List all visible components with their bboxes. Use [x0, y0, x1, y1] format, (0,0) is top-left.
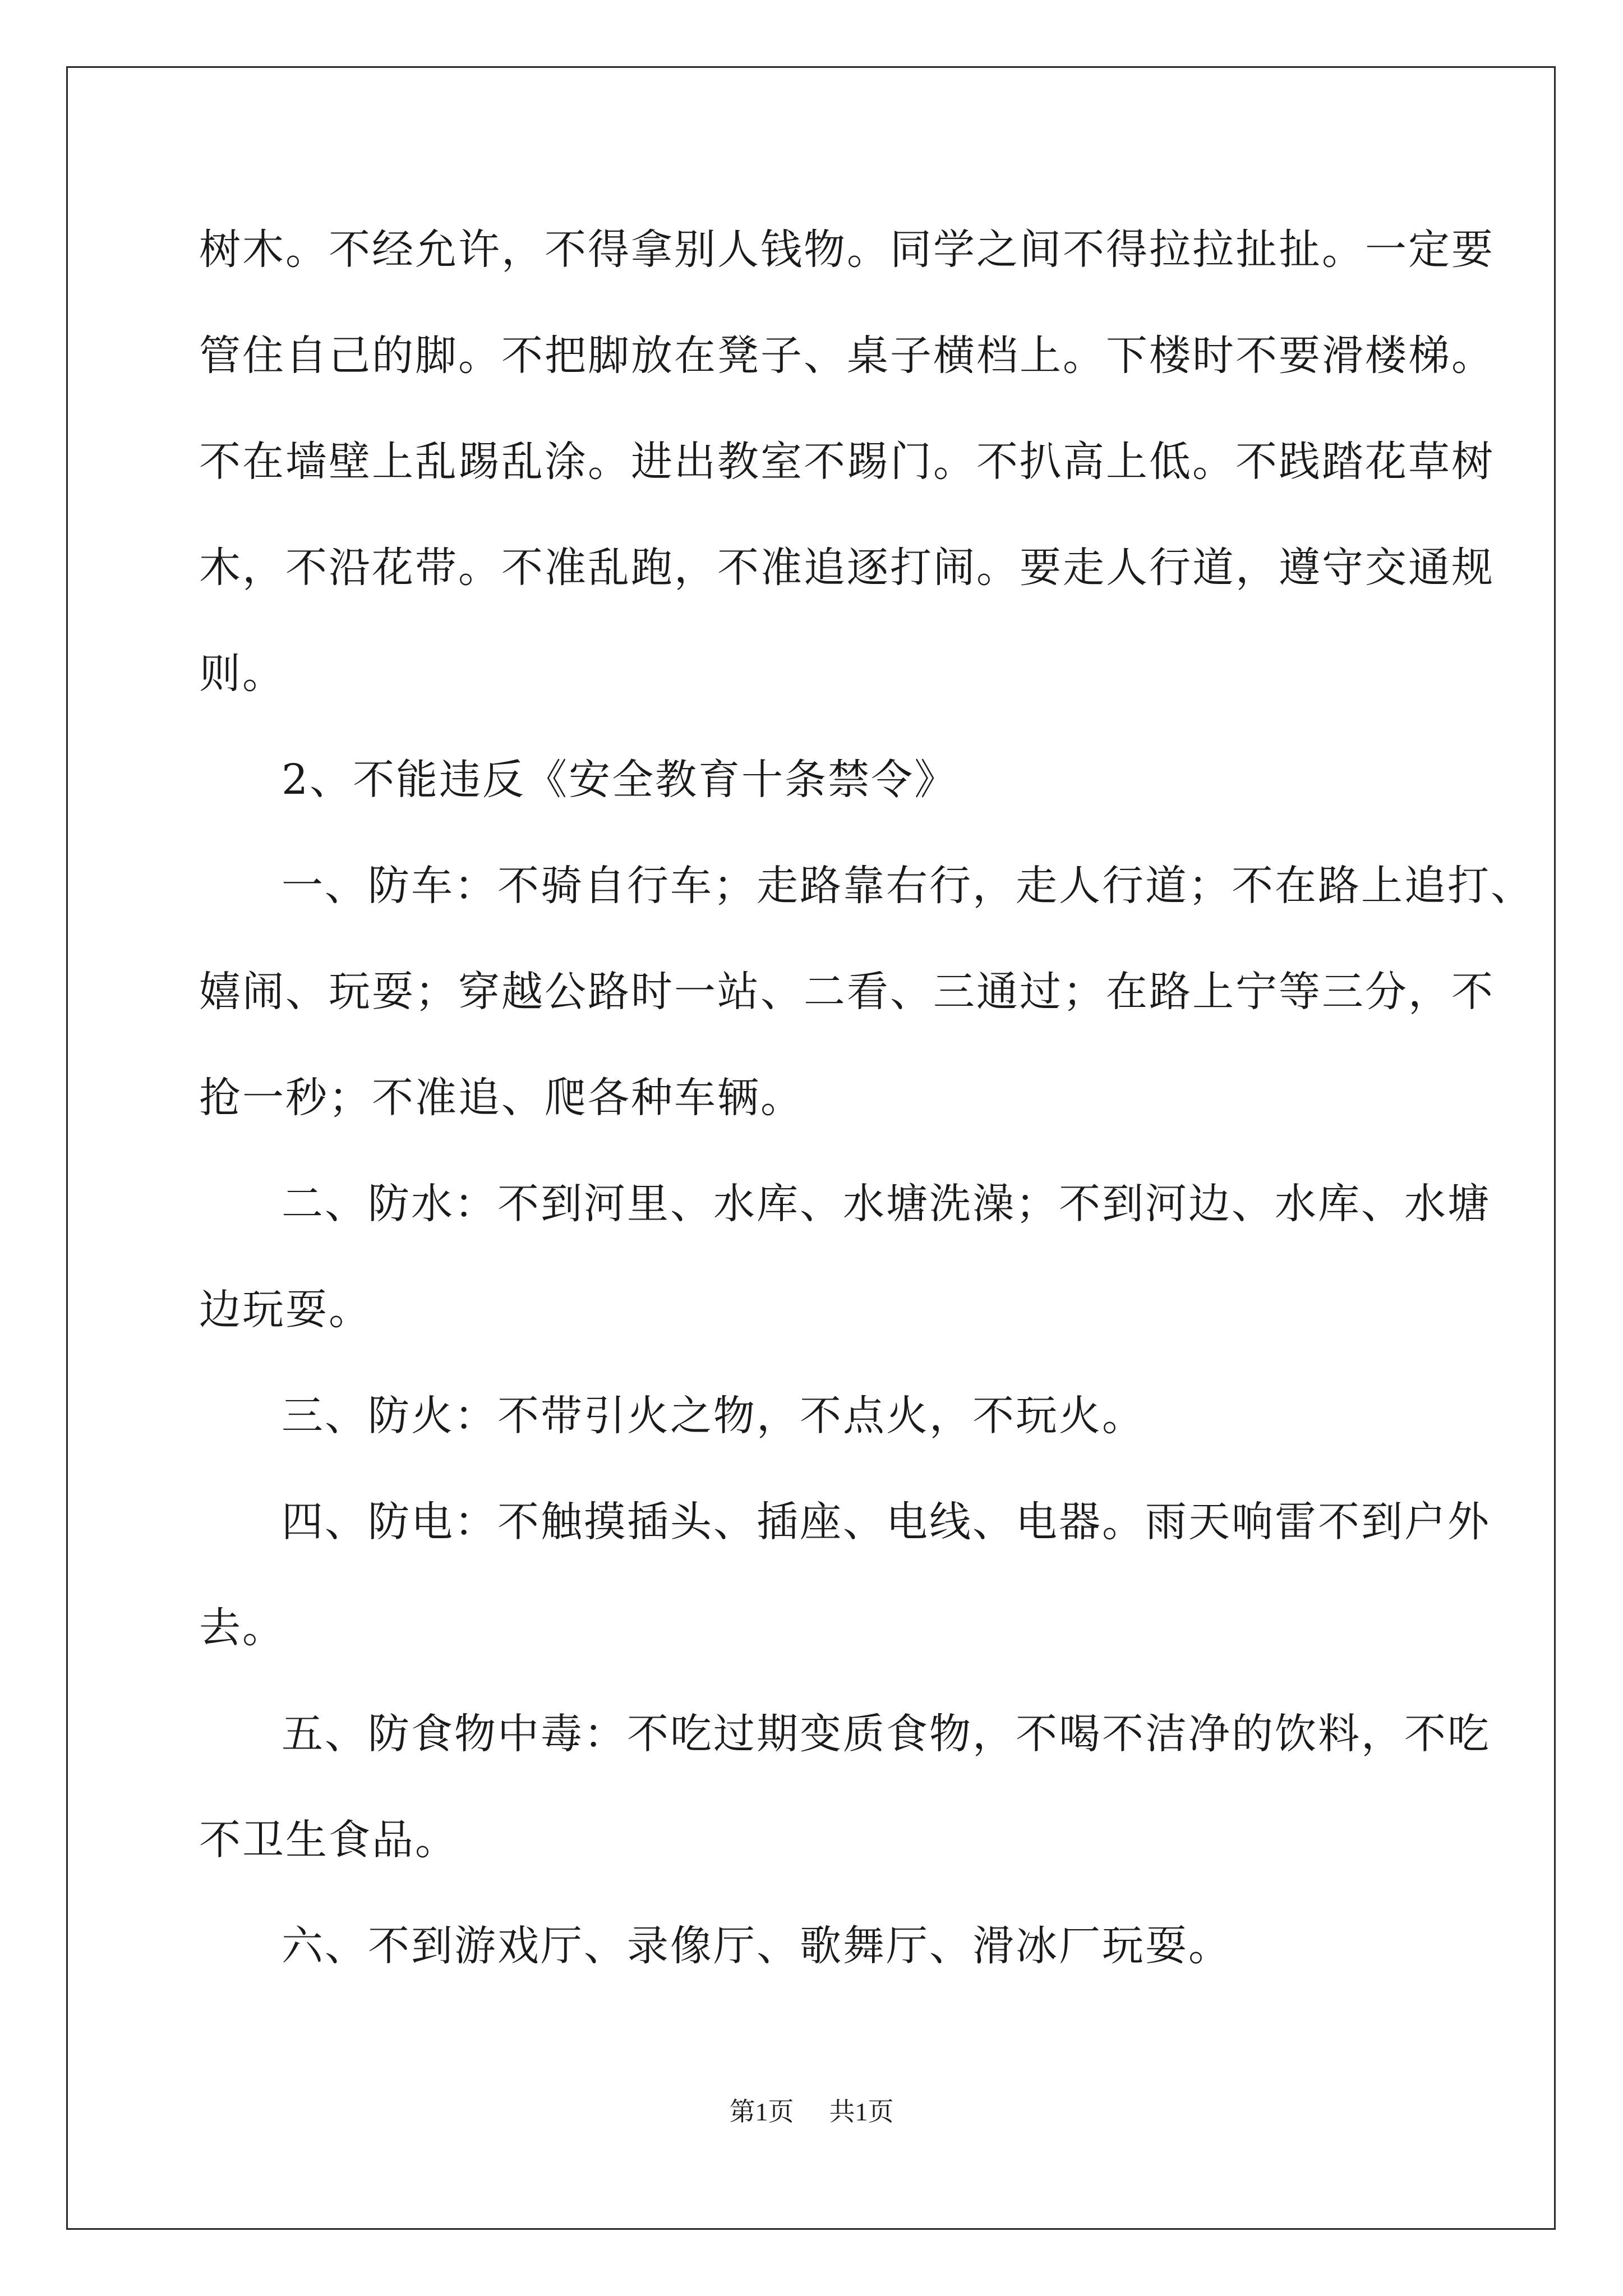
text-line: 树木。不经允许，不得拿别人钱物。同学之间不得拉拉扯扯。一定要 — [199, 226, 1495, 274]
page-number-total: 共1页 — [829, 2097, 894, 2126]
page-footer — [0, 2091, 1623, 2128]
text-line: 抢一秒；不准追、爬各种车辆。 — [199, 1074, 804, 1122]
text-line: 去。 — [199, 1604, 285, 1652]
text-line: 六、不到游戏厅、录像厅、歌舞厅、滑冰厂玩耍。 — [282, 1922, 1232, 1970]
text-line: 不卫生食品。 — [199, 1816, 458, 1864]
text-line: 三、防火：不带引火之物，不点火，不玩火。 — [282, 1392, 1145, 1440]
document-body — [199, 205, 1534, 2007]
text-line: 二、防水：不到河里、水库、水塘洗澡；不到河边、水库、水塘 — [282, 1180, 1491, 1228]
text-line: 则。 — [199, 650, 285, 698]
text-line: 嬉闹、玩耍；穿越公路时一站、二看、三通过；在路上宁等三分，不 — [199, 968, 1495, 1016]
section-heading: 2、不能违反《安全教育十条禁令》 — [282, 756, 958, 804]
text-line: 四、防电：不触摸插头、插座、电线、电器。雨天响雷不到户外 — [282, 1498, 1491, 1546]
text-line: 边玩耍。 — [199, 1286, 372, 1334]
text-line: 五、防食物中毒：不吃过期变质食物，不喝不洁净的饮料，不吃 — [282, 1710, 1491, 1758]
text-line: 不在墙壁上乱踢乱涂。进出教室不踢门。不扒高上低。不践踏花草树 — [199, 438, 1495, 486]
text-line: 一、防车：不骑自行车；走路靠右行，走人行道；不在路上追打、 — [282, 862, 1534, 910]
text-line: 木，不沿花带。不准乱跑，不准追逐打闹。要走人行道，遵守交通规 — [199, 544, 1495, 592]
page-number-current: 第1页 — [729, 2097, 794, 2126]
text-line: 管住自己的脚。不把脚放在凳子、桌子横档上。下楼时不要滑楼梯。 — [199, 332, 1495, 380]
